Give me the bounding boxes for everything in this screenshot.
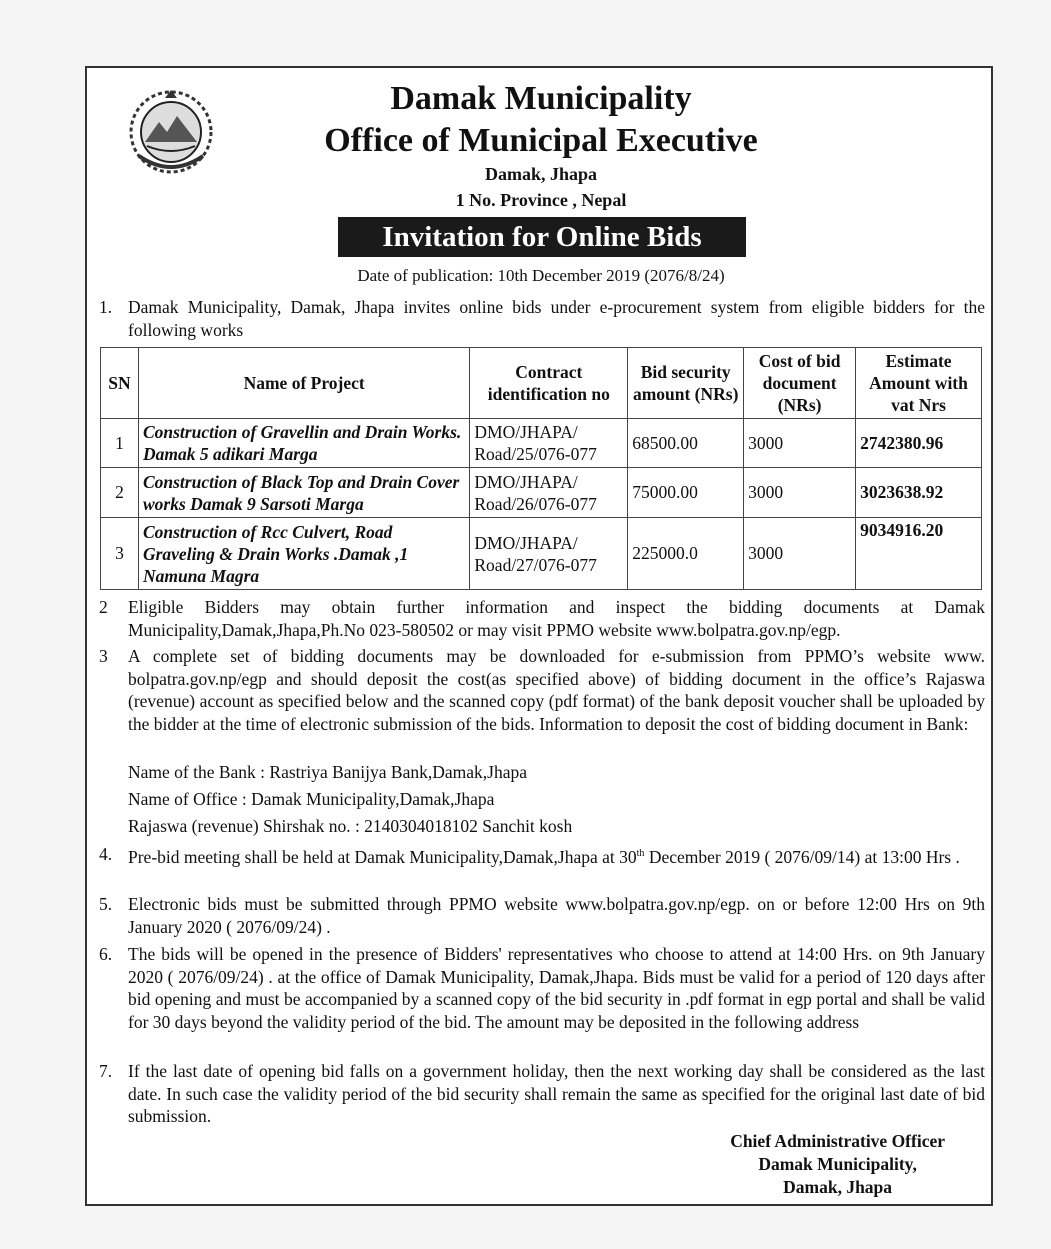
clause-text: A complete set of bidding documents may be downloaded for e-submission from PPMO’s website www. bolpatra.gov.np/egp and should deposit the cost(as specified above) of bidding document in the office’s Rajaswa (revenue) account as specified below and the scanned copy (pdf format) of the bank deposit voucher shall be uploaded by the bidder at the time of electronic submission of the bids. Information to deposit the cost of bidding document in Bank: [128, 646, 985, 734]
clause-text: Electronic bids must be submitted through PPMO website www.bolpatra.gov.np/egp. on or before 12:00 Hrs on 9th January 2020 ( 2076/09/24) . [128, 894, 985, 937]
clause-1 [99, 296, 985, 341]
cell-estimate: 9034916.20 [856, 518, 982, 590]
clause-text: Eligible Bidders may obtain further information and inspect the bidding documents at Damak Municipality,Damak,Jhapa,Ph.No 023-580502 or may visit PPMO website www.bolpatra.gov.np/egp. [128, 597, 985, 640]
office-name: Name of Office : Damak Municipality,Damak,Jhapa [128, 789, 495, 809]
cell-cost-bid: 3000 [744, 518, 856, 590]
publication-date: Date of publication: 10th December 2019 (2076/8/24) [357, 266, 725, 285]
clause-number: 5. [99, 894, 113, 914]
signature-org: Damak Municipality, [758, 1154, 917, 1174]
col-header-project: Name of Project [138, 348, 469, 419]
cell-project: Construction of Gravellin and Drain Works. Damak 5 adikari Marga [138, 419, 469, 468]
table-row [101, 518, 982, 590]
cell-bid-security: 75000.00 [628, 468, 744, 518]
cell-cost-bid: 3000 [744, 468, 856, 518]
notice-title-banner: Invitation for Online Bids [338, 217, 746, 257]
cell-estimate: 2742380.96 [856, 419, 982, 468]
clause-7 [99, 1060, 985, 1128]
col-header-sn: SN [101, 348, 139, 419]
clause-number: 2 [99, 597, 108, 617]
notice-page [85, 66, 993, 1206]
rajaswa-account: Rajaswa (revenue) Shirshak no. : 2140304018102 Sanchit kosh [128, 816, 573, 836]
cell-sn: 3 [101, 518, 139, 590]
clause-text: Damak Municipality, Damak, Jhapa invites online bids under e-procurement system from eligible bidders for the following works [128, 297, 985, 340]
bank-name: Name of the Bank : Rastriya Banijya Bank,Damak,Jhapa [128, 762, 527, 782]
clause-number: 4. [99, 844, 113, 864]
clause-text: Pre-bid meeting shall be held at Damak Municipality,Damak,Jhapa at 30th December 2019 ( 2076/09/14) at 13:00 Hrs . [128, 846, 960, 867]
signature-block [730, 1130, 945, 1199]
clause-number: 6. [99, 944, 113, 964]
clause-number: 7. [99, 1061, 113, 1081]
clause-text: The bids will be opened in the presence of Bidders' representatives who choose to attend at 14:00 Hrs. on 9th January 2020 ( 2076/09/24) . at the office of Damak Municipality, Damak,Jhapa. Bids must be valid for a period of 120 days after bid opening and must be accompanied by a scanned copy of the bid security in .pdf format in egp portal and shall be valid for 30 days beyond the validity period of the bid. The amount may be deposited in the following address [128, 944, 985, 1032]
clause-5 [99, 893, 985, 938]
clause-number: 3 [99, 646, 108, 666]
clause-3 [99, 645, 985, 735]
table-header-row [101, 348, 982, 419]
cell-bid-security: 68500.00 [628, 419, 744, 468]
col-header-contract: Contract identification no [470, 348, 628, 419]
signature-title: Chief Administrative Officer [730, 1131, 945, 1151]
col-header-estimate: Estimate Amount with vat Nrs [856, 348, 982, 419]
cell-project: Construction of Black Top and Drain Cover works Damak 9 Sarsoti Marga [138, 468, 469, 518]
cell-contract: DMO/JHAPA/ Road/26/076-077 [470, 468, 628, 518]
col-header-bid-security: Bid security amount (NRs) [628, 348, 744, 419]
header-office: Office of Municipal Executive [324, 122, 758, 159]
cell-contract: DMO/JHAPA/ Road/27/076-077 [470, 518, 628, 590]
col-header-cost-bid: Cost of bid document (NRs) [744, 348, 856, 419]
cell-sn: 1 [101, 419, 139, 468]
header-province: 1 No. Province , Nepal [455, 190, 627, 210]
clause-4 [99, 843, 985, 868]
header-municipality: Damak Municipality [390, 80, 692, 117]
table-row [101, 468, 982, 518]
cell-contract: DMO/JHAPA/ Road/25/076-077 [470, 419, 628, 468]
clause-2 [99, 596, 985, 641]
header-location: Damak, Jhapa [484, 164, 598, 184]
cell-project: Construction of Rcc Culvert, Road Graveling & Drain Works .Damak ,1 Namuna Magra [138, 518, 469, 590]
table-row [101, 419, 982, 468]
clause-number: 1. [99, 297, 113, 317]
signature-place: Damak, Jhapa [783, 1177, 893, 1197]
clause-text: If the last date of opening bid falls on a government holiday, then the next working day shall be considered as the last date. In such case the validity period of the bid security shall remain the same as specified for the original last date of bid submission. [128, 1061, 985, 1126]
bids-table [100, 347, 982, 590]
cell-bid-security: 225000.0 [628, 518, 744, 590]
clause-6 [99, 943, 985, 1033]
cell-estimate: 3023638.92 [856, 468, 982, 518]
cell-sn: 2 [101, 468, 139, 518]
cell-cost-bid: 3000 [744, 419, 856, 468]
